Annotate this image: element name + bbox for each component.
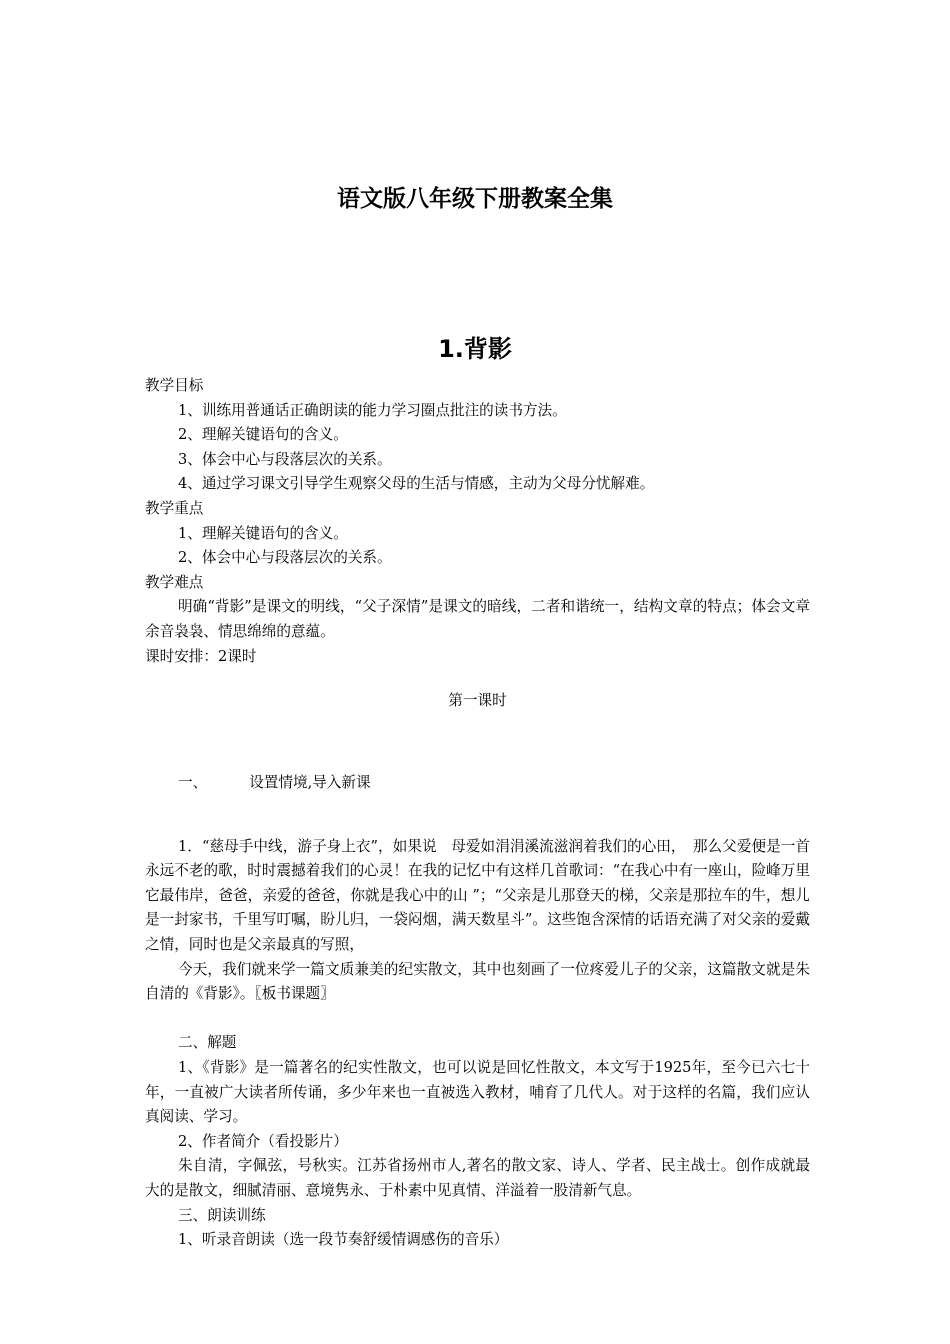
intro-paragraph: 1．“慈母手中线，游子身上衣”，如果说 母爱如涓涓溪流滋润着我们的心田， 那么父爱便是一首永远不老的歌，时时震撼着我们的心灵！在我的记忆中有这样几首歌词：“在我心中有一座山，险峰万里它最伟岸，爸爸，亲爱的爸爸，你就是我心中的山 ”；“父亲是儿那登天的梯，父亲是那拉车的牛，想儿是一封家书，千里写叮嘱，盼儿归，一袋闷烟，满天数星斗”。这些饱含深情的话语充满了对父亲的爱戴之情，同时也是父亲最真的写照， <box>145 837 810 954</box>
lesson-title: 1.背影 <box>438 335 512 363</box>
spacer <box>145 1007 810 1032</box>
key-point-item: 2、体会中心与段落层次的关系。 <box>178 549 392 567</box>
section-heading-1 <box>145 771 810 796</box>
spacer <box>145 810 810 835</box>
spacer <box>145 730 810 756</box>
key-points-heading: 教学重点 <box>145 499 204 517</box>
section-title: 设置情境,导入新课 <box>249 773 371 791</box>
reading-item: 1、听录音朗读（选一段节奏舒缓情调感伤的音乐） <box>178 1231 509 1249</box>
first-period-heading: 第一课时 <box>448 691 507 709</box>
key-point-item: 1、理解关键语句的含义。 <box>178 524 348 542</box>
section-number: 一、 <box>178 773 208 791</box>
document-body <box>145 374 810 1253</box>
difficulties-heading: 教学难点 <box>145 573 204 591</box>
objectives-heading: 教学目标 <box>145 377 204 394</box>
author-heading: 2、作者简介（看投影片） <box>178 1132 348 1150</box>
document-title: 语文版八年级下册教案全集 <box>337 186 613 212</box>
objective-item: 4、通过学习课文引导学生观察父母的生活与情感，主动为父母分忧解难。 <box>178 475 655 493</box>
section-heading-2: 二、解题 <box>178 1034 237 1052</box>
section-heading-3: 三、朗读训练 <box>178 1206 266 1224</box>
intro-paragraph: 今天，我们就来学一篇文质兼美的纪实散文，其中也刻画了一位疼爱儿子的父亲，这篇散文就是朱自清的《背影》。〖板书课题〗 <box>145 960 810 1003</box>
author-paragraph: 朱自清，字佩弦，号秋实。江苏省扬州市人,著名的散文家、诗人、学者、民主战士。创作成就最大的是散文，细腻清丽、意境隽永、于朴素中见真情、洋溢着一股清新气息。 <box>145 1157 810 1199</box>
schedule-line: 课时安排：2课时 <box>145 647 257 665</box>
objective-item: 2、理解关键语句的含义。 <box>178 426 348 444</box>
objective-item: 1、训练用普通话正确朗读的能力学习圈点批注的读书方法。 <box>178 401 567 419</box>
difficulties-paragraph: 明确“背影”是课文的明线，“父子深情”是课文的暗线，二者和谐统一，结构文章的特点；体会文章余音袅袅、情思绵绵的意蕴。 <box>145 598 810 640</box>
jieti-paragraph: 1、《背影》是一篇著名的纪实性散文，也可以说是回忆性散文，本文写于1925年，至今已六七十年，一直被广大读者所传诵，多少年来也一直被选入教材，哺育了几代人。对于这样的名篇，我们应认真阅读、学习。 <box>145 1059 810 1126</box>
objective-item: 3、体会中心与段落层次的关系。 <box>178 450 392 468</box>
